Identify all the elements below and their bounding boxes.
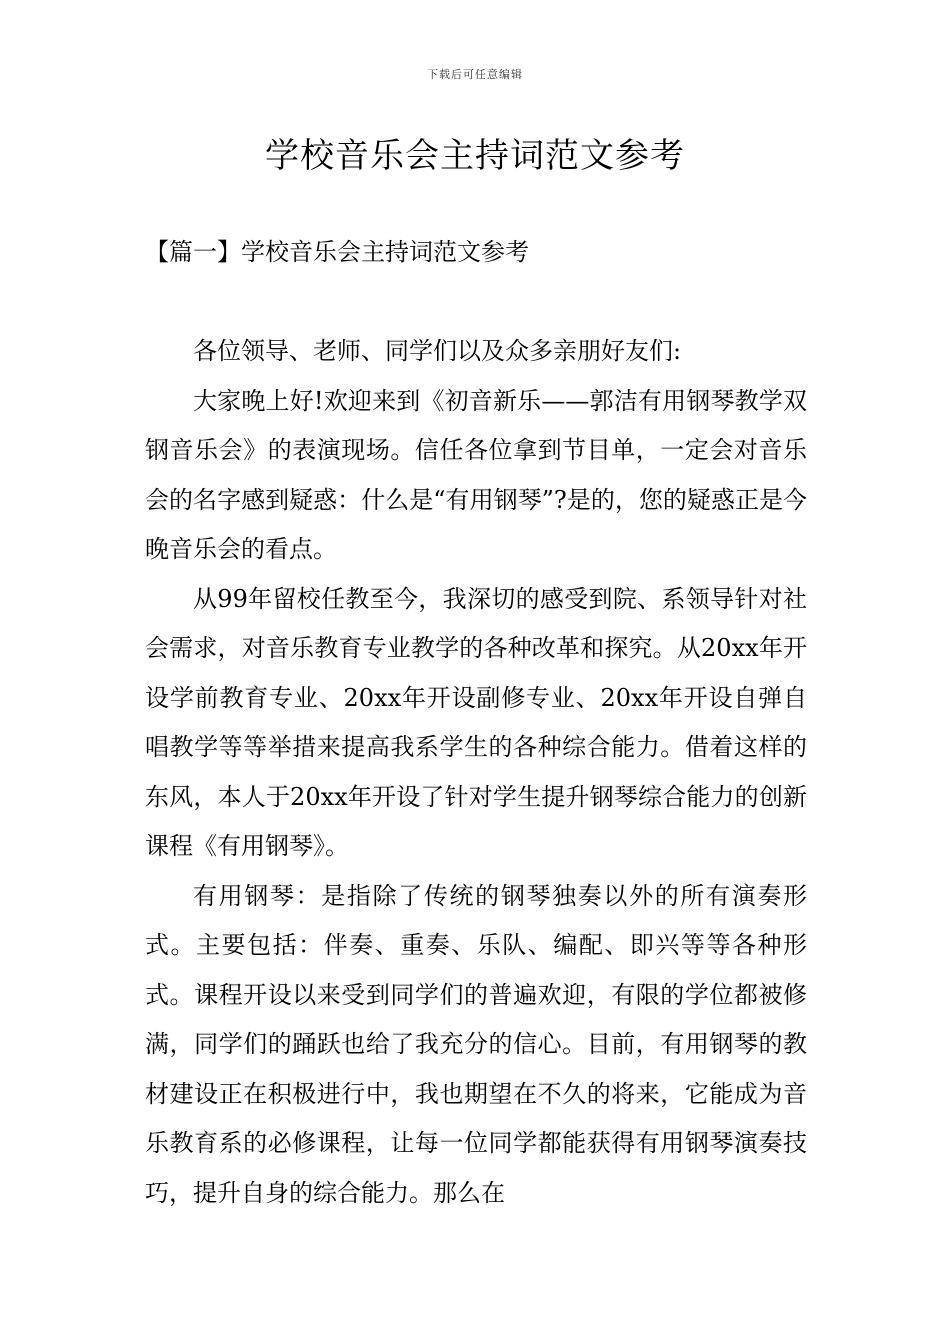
paragraph-background: 从99年留校任教至今，我深切的感受到院、系领导针对社会需求，对音乐教育专业教学的各种改革和探究。从20xx年开设学前教育专业、20xx年开设副修专业、20xx年开设自弹自唱教学等等举措来提高我系学生的各种综合能力。借着这样的东风，本人于20xx年开设了针对学生提升钢琴综合能力的创新课程《有用钢琴》。 [145, 584, 807, 860]
document-body [145, 327, 807, 1218]
paragraph-welcome: 大家晚上好!欢迎来到《初音新乐——郭洁有用钢琴教学双钢音乐会》的表演现场。信任各位拿到节目单，一定会对音乐会的名字感到疑惑：什么是“有用钢琴”?是的，您的疑惑正是今晚音乐会的看点。 [145, 386, 807, 563]
section-heading: 【篇一】学校音乐会主持词范文参考 [145, 238, 529, 266]
paragraph-greeting: 各位领导、老师、同学们以及众多亲朋好友们: [193, 337, 682, 365]
paragraph-course-intro: 有用钢琴：是指除了传统的钢琴独奏以外的所有演奏形式。主要包括：伴奏、重奏、乐队、编配、即兴等等各种形式。课程开设以来受到同学们的普遍欢迎，有限的学位都被修满，同学们的踊跃也给了我充分的信心。目前，有用钢琴的教材建设正在积极进行中，我也期望在不久的将来，它能成为音乐教育系的必修课程，让每一位同学都能获得有用钢琴演奏技巧，提升自身的综合能力。那么在 [145, 881, 807, 1207]
header-note: 下载后可任意编辑 [427, 68, 523, 81]
document-title: 学校音乐会主持词范文参考 [265, 136, 685, 176]
